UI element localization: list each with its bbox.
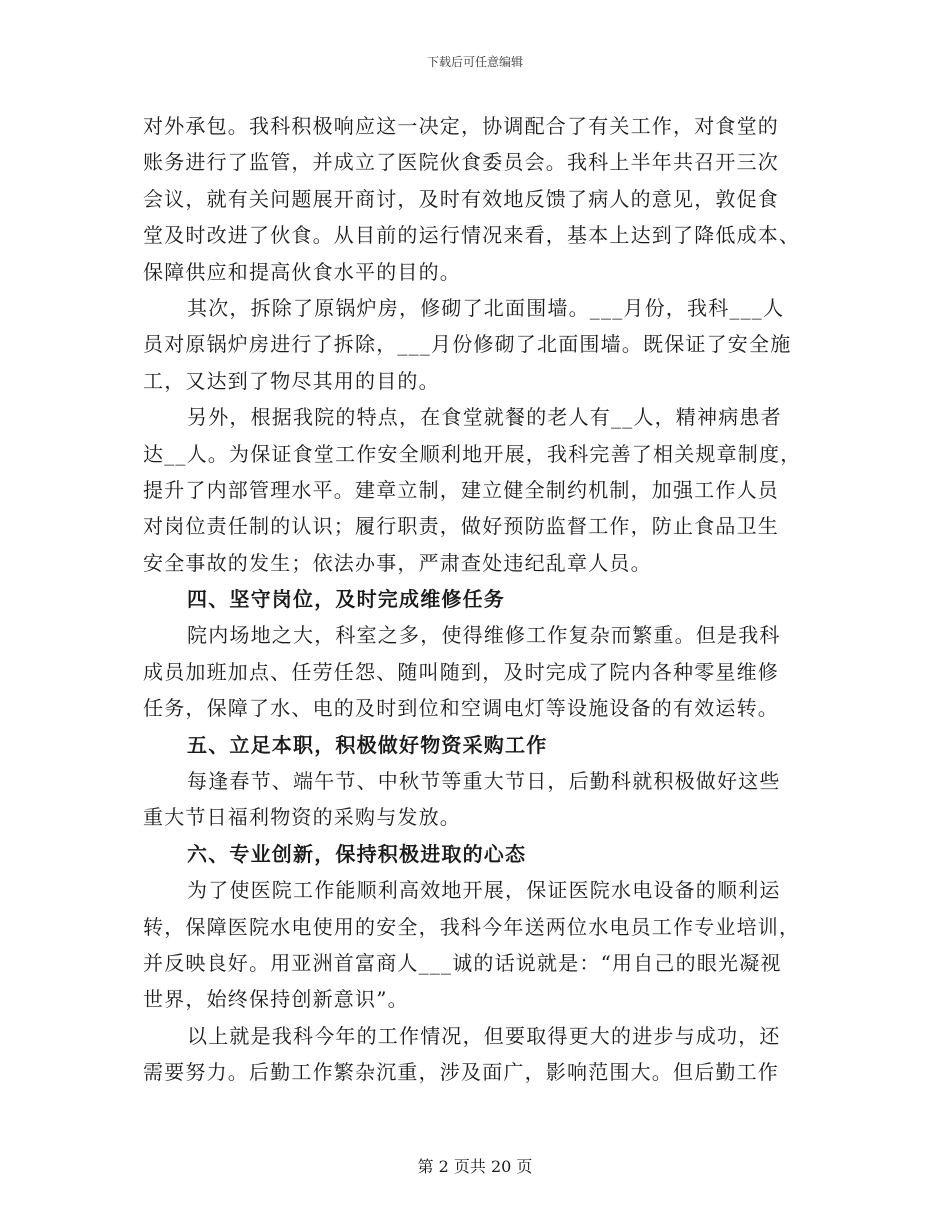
body-text-line: 堂及时改进了伙食。从目前的运行情况来看，基本上达到了降低成本、: [143, 223, 801, 248]
body-text-line: 保障供应和提高伙食水平的目的。: [143, 259, 461, 284]
body-text-line: 任务，保障了水、电的及时到位和空调电灯等设施设备的有效运转。: [143, 696, 779, 721]
body-text-line: 另外，根据我院的特点，在食堂就餐的老人有__人，精神病患者: [187, 405, 782, 430]
body-text-line: 重大节日福利物资的采购与发放。: [143, 805, 461, 830]
body-text-line: 需要努力。后勤工作繁杂沉重，涉及面广，影响范围大。但后勤工作: [143, 1060, 779, 1085]
page-number: 第 2 页共 20 页: [417, 1157, 533, 1176]
body-text-line: 并反映良好。用亚洲首富商人___诚的话说就是：“用自己的眼光凝视: [143, 950, 782, 975]
body-text-line: 提升了内部管理水平。建章立制，建立健全制约机制，加强工作人员: [143, 477, 779, 502]
body-text-line: 转，保障医院水电使用的安全，我科今年送两位水电员工作专业培训，: [143, 914, 801, 939]
body-text-line: 院内场地之大，科室之多，使得维修工作复杂而繁重。但是我科: [187, 623, 781, 648]
body-text-line: 每逢春节、端午节、中秋节等重大节日，后勤科就积极做好这些: [187, 769, 781, 794]
body-text-line: 对外承包。我科积极响应这一决定，协调配合了有关工作，对食堂的: [143, 114, 779, 138]
section-heading: 四、坚守岗位，及时完成维修任务: [187, 587, 505, 612]
body-text-line: 工，又达到了物尽其用的目的。: [143, 368, 440, 393]
body-text-line: 账务进行了监管，并成立了医院伙食委员会。我科上半年共召开三次: [143, 150, 779, 175]
body-text-line: 世界，始终保持创新意识”。: [143, 987, 409, 1012]
section-heading: 五、立足本职，积极做好物资采购工作: [187, 732, 548, 757]
body-text-line: 对岗位责任制的认识；履行职责，做好预防监督工作，防止食品卫生: [143, 514, 779, 539]
section-heading: 六、专业创新，保持积极进取的心态: [187, 841, 527, 866]
body-text-line: 员对原锅炉房进行了拆除，___月份修砌了北面围墙。既保证了安全施: [143, 332, 792, 357]
body-text-line: 安全事故的发生；依法办事，严肃查处违纪乱章人员。: [143, 550, 652, 575]
body-text-line: 其次，拆除了原锅炉房，修砌了北面围墙。___月份，我科___人: [187, 295, 785, 320]
page-header-note: 下载后可任意编辑: [426, 55, 523, 69]
body-text-line: 成员加班加点、任劳任怨、随叫随到，及时完成了院内各种零星维修: [143, 659, 779, 684]
body-text-line: 达__人。为保证食堂工作安全顺利地开展，我科完善了相关规章制度，: [143, 441, 802, 466]
document-body: [143, 108, 803, 1091]
body-text-line: 为了使医院工作能顺利高效地开展，保证医院水电设备的顺利运: [187, 878, 781, 903]
body-text-line: 以上就是我科今年的工作情况，但要取得更大的进步与成功，还: [187, 1023, 781, 1048]
body-text-line: 会议，就有关问题展开商讨，及时有效地反馈了病人的意见，敦促食: [143, 186, 779, 211]
